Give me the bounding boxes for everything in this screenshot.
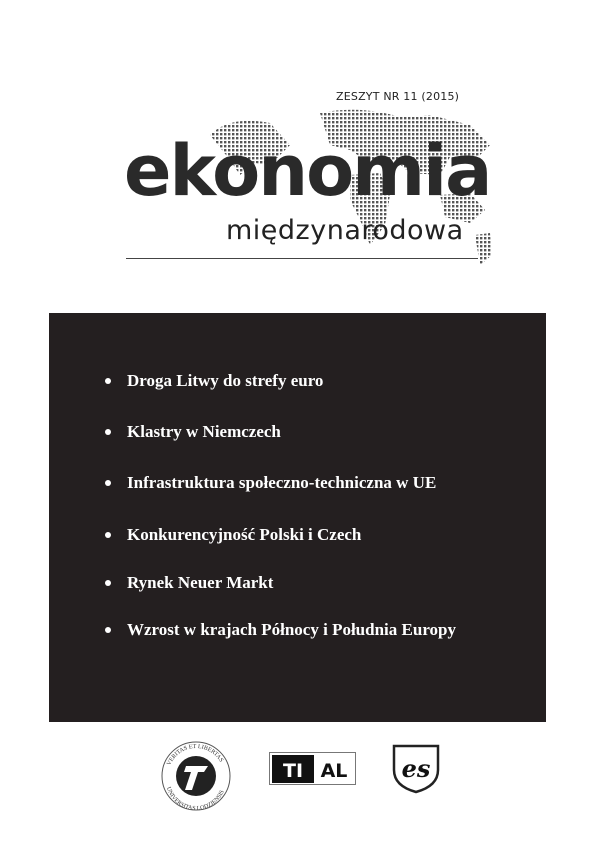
svg-text:UNIVERSITAS LODZIENSIS: UNIVERSITAS LODZIENSIS bbox=[164, 786, 226, 813]
contents-item: Konkurencyjność Polski i Czech bbox=[104, 525, 456, 545]
contents-list bbox=[104, 371, 456, 640]
issue-label: ZESZYT NR 11 (2015) bbox=[336, 90, 460, 103]
svg-text:VERITAS ET LIBERTAS: VERITAS ET LIBERTAS bbox=[166, 743, 224, 767]
contents-item: Rynek Neuer Markt bbox=[104, 573, 456, 593]
es-logo bbox=[390, 740, 442, 796]
contents-item: Wzrost w krajach Północy i Południa Europy bbox=[104, 620, 456, 640]
journal-title: ekonomia bbox=[124, 130, 491, 212]
svg-text:TI: TI bbox=[282, 760, 304, 782]
contents-item: Infrastruktura społeczno-techniczna w UE bbox=[104, 473, 456, 493]
logos-row bbox=[0, 740, 598, 813]
svg-text:AL: AL bbox=[320, 760, 348, 782]
tial-logo bbox=[269, 752, 359, 786]
contents-item: Droga Litwy do strefy euro bbox=[104, 371, 456, 391]
title-rule bbox=[126, 258, 478, 259]
svg-text:es: es bbox=[401, 754, 431, 783]
journal-subtitle: międzynarodowa bbox=[226, 215, 464, 246]
contents-panel bbox=[49, 313, 546, 722]
university-seal-logo bbox=[156, 736, 236, 816]
contents-item: Klastry w Niemczech bbox=[104, 422, 456, 442]
